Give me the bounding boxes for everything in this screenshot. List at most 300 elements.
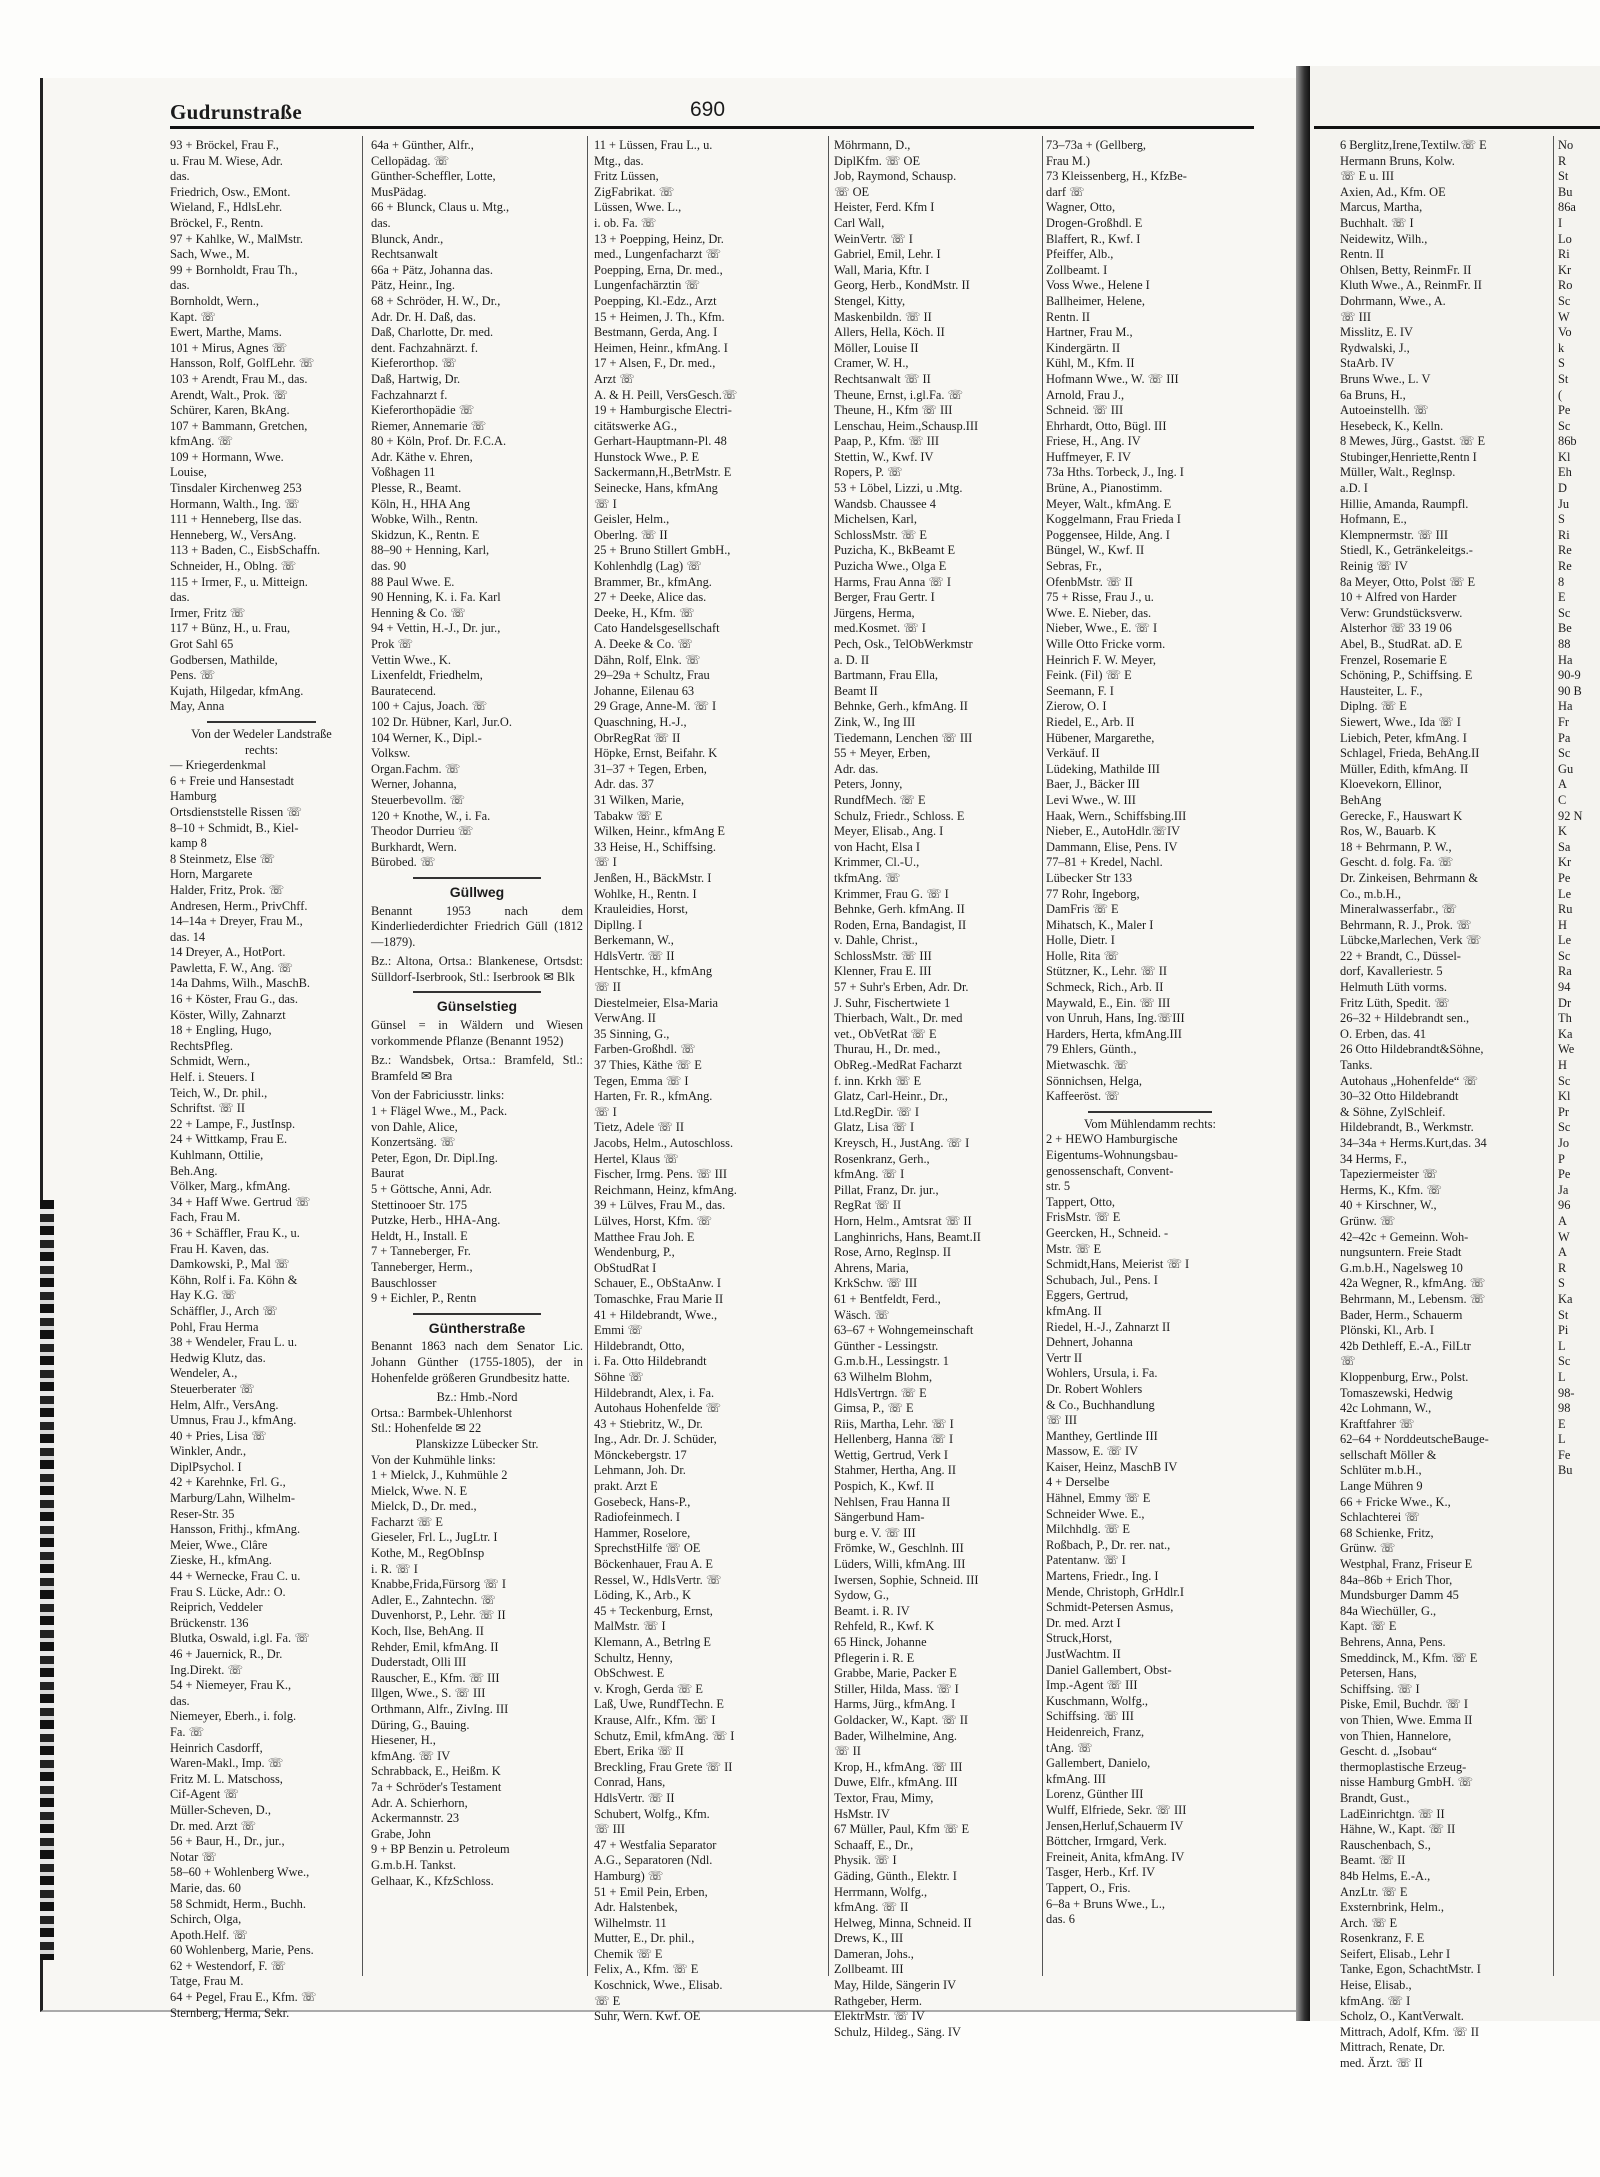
- directory-entry: Gerecke, F., Hauswart K: [1340, 808, 1463, 823]
- directory-entry: Ju: [1558, 496, 1570, 511]
- directory-entry: von Dahle, Alice,: [371, 1119, 458, 1134]
- directory-entry: Poepping, Erna, Dr. med.,: [594, 262, 723, 277]
- directory-entry: Dr: [1558, 995, 1572, 1010]
- directory-entry: Vo: [1558, 325, 1572, 340]
- directory-entry: 24 + Wittkamp, Frau E.: [170, 1132, 288, 1147]
- header-rule: [170, 126, 1254, 129]
- directory-entry: Pa: [1558, 730, 1571, 745]
- directory-entry: Dr. med. Arzt ☏: [170, 1818, 257, 1833]
- directory-entry: Söhne ☏: [594, 1369, 644, 1384]
- directory-entry: Marie, das. 60: [170, 1880, 241, 1895]
- directory-entry: 58–60 + Wohlenberg Wwe.,: [170, 1865, 310, 1880]
- directory-entry: SprechstHilfe ☏ OE: [594, 1541, 701, 1556]
- directory-entry: Lüssen, Wwe. L.,: [594, 200, 682, 215]
- directory-entry: Koch, Ilse, BehAng. II: [371, 1624, 484, 1639]
- directory-entry: Quaschning, H.-J.,: [594, 714, 687, 729]
- directory-entry: f. inn. Krkh ☏ E: [834, 1073, 922, 1088]
- directory-entry: 88: [1558, 637, 1571, 651]
- directory-entry: Sc: [1558, 1073, 1571, 1088]
- directory-entry: i. R. ☏ I: [371, 1561, 418, 1576]
- directory-entry: Teich, W., Dr. phil.,: [170, 1085, 268, 1100]
- directory-entry: Wandsb. Chaussee 4: [834, 496, 936, 511]
- directory-entry: 62 + Westendorf, F. ☏: [170, 1958, 286, 1973]
- directory-entry: 42 + Karehnke, Frl. G.,: [170, 1475, 286, 1490]
- directory-entry: Arendt, Walt., Prok. ☏: [170, 387, 288, 402]
- directory-entry: Ahrens, Maria,: [834, 1260, 909, 1275]
- directory-entry: Sackermann,H.,BetrMstr. E: [594, 465, 732, 480]
- directory-entry: Martens, Friedr., Ing. I: [1046, 1569, 1159, 1584]
- directory-entry: Waren-Makl., Imp. ☏: [170, 1756, 284, 1771]
- directory-entry: Mietwaschk. ☏: [1046, 1058, 1129, 1073]
- directory-entry: Winkler, Andr.,: [170, 1444, 247, 1459]
- directory-entry: von Thien, Hannelore,: [1340, 1728, 1452, 1743]
- directory-entry: Ing.Direkt. ☏: [170, 1662, 243, 1677]
- directory-entry: Tappert, O., Fris.: [1046, 1880, 1131, 1895]
- directory-entry: Th: [1558, 1011, 1572, 1026]
- directory-entry: 37 Thies, Käthe ☏ E: [594, 1058, 702, 1073]
- book-gutter: [1296, 66, 1310, 2021]
- directory-entry: Blunck, Andr.,: [371, 231, 444, 246]
- directory-entry: LadEinrichtgn. ☏ II: [1340, 1806, 1445, 1821]
- directory-entry: Bürobed. ☏: [371, 855, 436, 870]
- directory-entry: DiplKfm. ☏ OE: [834, 153, 921, 168]
- directory-entry: St: [1558, 169, 1569, 184]
- directory-entry: Adr. Käthe v. Ehren,: [371, 449, 473, 464]
- directory-entry: thermoplastische Erzeug-: [1340, 1759, 1467, 1774]
- directory-entry: Thierbach, Walt., Dr. med: [834, 1011, 963, 1026]
- directory-entry: Schneider Wwe. E.,: [1046, 1506, 1145, 1521]
- directory-entry: 40 + Pries, Lisa ☏: [170, 1428, 267, 1443]
- directory-entry: Sc: [1558, 293, 1571, 308]
- directory-entry: 18 + Engling, Hugo,: [170, 1023, 272, 1038]
- directory-entry: Wieland, F., HdlsLehr.: [170, 200, 283, 215]
- directory-entry: 26 Otto Hildebrandt&Söhne,: [1340, 1042, 1484, 1057]
- column-divider: [1042, 136, 1043, 1976]
- directory-entry: Bestmann, Gerda, Ang. I: [594, 325, 718, 340]
- directory-entry: MalMstr. ☏ I: [594, 1619, 666, 1634]
- directory-entry: Kieferorthop. ☏: [371, 356, 457, 371]
- directory-entry: Frau H. Kaven, das.: [170, 1241, 270, 1256]
- directory-entry: Tasger, Herb., Krf. IV: [1046, 1865, 1156, 1880]
- directory-entry: Kuschmann, Wolfg.,: [1046, 1693, 1149, 1708]
- directory-entry: 77 Rohr, Ingeborg,: [1046, 886, 1140, 901]
- directory-entry: Milchhdlg. ☏ E: [1046, 1522, 1130, 1537]
- section-divider: [413, 877, 540, 879]
- directory-entry: 5 + Göttsche, Anni, Adr.: [371, 1182, 492, 1196]
- directory-entry: Konzertsäng. ☏: [371, 1135, 456, 1150]
- directory-entry: S: [1558, 512, 1565, 527]
- directory-entry: Puzicha Wwe., Olga E: [834, 559, 947, 574]
- directory-entry: Scholz, O., KantVerwalt.: [1340, 2009, 1464, 2024]
- directory-entry: 29–29a + Schultz, Frau: [594, 668, 710, 683]
- page-header: [170, 100, 1250, 126]
- directory-entry: 17 + Alsen, F., Dr. med.,: [594, 356, 716, 371]
- directory-entry: A: [1558, 1213, 1567, 1228]
- section-divider: [207, 721, 317, 723]
- directory-entry: Fr: [1558, 714, 1570, 729]
- directory-entry: HdlsVertr. ☏ II: [594, 1790, 675, 1805]
- directory-entry: Iwersen, Sophie, Schneid. III: [834, 1572, 979, 1587]
- directory-entry: Autohaus „Hohenfelde“ ☏: [1340, 1073, 1478, 1088]
- directory-entry: Kl: [1558, 449, 1571, 464]
- directory-entry: Gabriel, Emil, Lehr. I: [834, 247, 941, 262]
- directory-entry: Kr: [1558, 855, 1572, 870]
- directory-entry: kfmAng. ☏ II: [834, 1900, 909, 1915]
- directory-entry: Hunstock Wwe., P. E: [594, 449, 700, 464]
- directory-entry: 8: [1558, 574, 1565, 589]
- directory-entry: Kaffeeröst. ☏: [1046, 1089, 1120, 1104]
- directory-entry: Manthey, Gertlinde III: [1046, 1428, 1158, 1443]
- directory-entry: Frenzel, Rosemarie E: [1340, 652, 1448, 667]
- directory-entry: Halder, Fritz, Prok. ☏: [170, 882, 285, 897]
- directory-entry: 84a Wiechüller, G.,: [1340, 1603, 1437, 1618]
- directory-entry: Mtg., das.: [594, 153, 644, 168]
- directory-entry: Breckling, Frau Grete ☏ II: [594, 1759, 733, 1774]
- directory-entry: 51 + Emil Pein, Erben,: [594, 1884, 708, 1899]
- directory-entry: Lange Mühren 9: [1340, 1479, 1423, 1494]
- directory-entry: Koschnick, Wwe., Elisab.: [594, 1978, 723, 1993]
- directory-entry: 22 + Lampe, F., JustInsp.: [170, 1116, 296, 1131]
- directory-entry: 33 Heise, H., Schiffsing.: [594, 839, 716, 854]
- directory-entry: str. 5: [1046, 1179, 1071, 1194]
- directory-entry: ☏ E u. III: [1340, 169, 1395, 184]
- directory-entry: 109 + Hormann, Wwe.: [170, 449, 284, 464]
- directory-entry: Langhinrichs, Hans, Beamt.II: [834, 1229, 981, 1244]
- directory-entry: Be: [1558, 621, 1572, 636]
- directory-entry: 66 + Fricke Wwe., K.,: [1340, 1494, 1451, 1509]
- directory-entry: Reichmann, Heinz, kfmAng.: [594, 1182, 737, 1197]
- directory-entry: Bröckel, F., Rentn.: [170, 215, 264, 230]
- directory-entry: Mende, Christoph, GrHdlr.I: [1046, 1584, 1185, 1599]
- directory-entry: Wendenburg, P.,: [594, 1245, 675, 1260]
- directory-entry: Jacobs, Helm., Autoschloss.: [594, 1136, 734, 1150]
- directory-entry: L: [1558, 1369, 1566, 1384]
- directory-entry: Schubach, Jul., Pens. I: [1046, 1272, 1158, 1287]
- directory-entry: Andresen, Herm., PrivChff.: [170, 898, 308, 913]
- directory-entry: Behrens, Anna, Pens.: [1340, 1635, 1446, 1649]
- directory-entry: SchlossMstr. ☏ III: [834, 948, 932, 963]
- directory-entry: Schmeck, Rich., Arb. II: [1046, 980, 1164, 995]
- directory-entry: 73 Kleissenberg, H., KfzBe-: [1046, 169, 1187, 184]
- directory-entry: S: [1558, 356, 1565, 371]
- directory-entry: 19 + Hamburgische Electri-: [594, 403, 732, 418]
- directory-entry: Kühl, M., Kfm. II: [1046, 356, 1135, 371]
- directory-entry: i. Fa. Otto Hildebrandt: [594, 1354, 707, 1369]
- directory-entry: Schlüter m.b.H.,: [1340, 1463, 1422, 1478]
- directory-entry: Theune, Ernst, i.gl.Fa. ☏: [834, 387, 964, 402]
- directory-entry: Gallembert, Danielo,: [1046, 1756, 1151, 1771]
- directory-entry: 42–42c + Gemeinn. Woh-: [1340, 1229, 1469, 1244]
- directory-entry: Völker, Marg., kfmAng.: [170, 1179, 291, 1194]
- directory-entry: E: [1558, 590, 1566, 605]
- directory-entry: 31 Wilken, Marie,: [594, 792, 685, 807]
- directory-entry: Co., m.b.H.,: [1340, 886, 1401, 901]
- directory-entry: 98: [1558, 1401, 1571, 1416]
- directory-entry: 88–90 + Henning, Karl,: [371, 543, 490, 558]
- directory-entry: nisse Hamburg GmbH. ☏: [1340, 1775, 1473, 1790]
- directory-entry: Von der Fabriciusstr. links:: [371, 1088, 505, 1103]
- directory-entry: Lenschau, Heim.,Schausp.III: [834, 418, 979, 433]
- directory-entry: Sa: [1558, 839, 1571, 854]
- directory-entry: 66 + Blunck, Claus u. Mtg.,: [371, 200, 510, 215]
- directory-entry: 4 + Derselbe: [1046, 1475, 1110, 1490]
- directory-entry: Riis, Martha, Lehr. ☏ I: [834, 1416, 954, 1431]
- directory-entry: C: [1558, 792, 1567, 807]
- directory-entry: i. ob. Fa. ☏: [594, 215, 657, 230]
- directory-entry: Hellenberg, Hanna ☏ I: [834, 1432, 954, 1447]
- directory-entry: prakt. Arzt E: [594, 1479, 658, 1494]
- directory-entry: Krauleidies, Horst,: [594, 902, 688, 917]
- directory-entry: Ha: [1558, 699, 1573, 714]
- directory-entry: med.Kosmet. ☏ I: [834, 621, 926, 636]
- directory-entry: Louise,: [170, 465, 207, 480]
- directory-entry: 84b Helms, E.-A.,: [1340, 1868, 1431, 1883]
- directory-entry: 35 Sinning, G.,: [594, 1026, 670, 1041]
- directory-entry: Kapt. ☏: [170, 309, 216, 324]
- directory-entry: St: [1558, 371, 1569, 386]
- directory-entry: Marburg/Lahn, Wilhelm-: [170, 1491, 295, 1506]
- column-2: [371, 138, 583, 1988]
- directory-entry: W: [1558, 1229, 1570, 1244]
- directory-entry: Tomaszewski, Hedwig: [1340, 1385, 1453, 1400]
- directory-entry: 15 + Heimen, J. Th., Kfm.: [594, 309, 725, 324]
- directory-entry: Paap, P., Kfm. ☏ III: [834, 434, 939, 449]
- directory-entry: Rentn. II: [1046, 309, 1091, 324]
- directory-entry: Prok ☏: [371, 637, 413, 651]
- directory-entry: 42c Lohmann, W.,: [1340, 1401, 1432, 1416]
- directory-entry: RechtsPfleg.: [170, 1038, 233, 1053]
- directory-entry: Sc: [1558, 605, 1571, 620]
- directory-entry: Illgen, Wwe., S. ☏ III: [371, 1686, 486, 1701]
- directory-entry: Felix, A., Kfm. ☏ E: [594, 1962, 699, 1977]
- directory-entry: StaArb. IV: [1340, 356, 1395, 371]
- directory-entry: Westphal, Franz, Friseur E: [1340, 1557, 1473, 1572]
- directory-entry: Gimsa, P., ☏ E: [834, 1401, 914, 1416]
- directory-entry: Sönnichsen, Helga,: [1046, 1073, 1143, 1088]
- directory-entry: 84a–86b + Erich Thor,: [1340, 1572, 1453, 1587]
- directory-entry: Diestelmeier, Elsa-Maria: [594, 995, 719, 1010]
- directory-entry: 117 + Bünz, H., u. Frau,: [170, 621, 291, 636]
- directory-entry: Tatge, Frau M.: [170, 1974, 244, 1989]
- directory-entry: Behnke, Gerh., kfmAng. II: [834, 699, 968, 714]
- directory-entry: 1 + Mielck, J., Kuhmühle 2: [371, 1468, 508, 1483]
- directory-entry: kfmAng. ☏ I: [834, 1167, 905, 1182]
- directory-entry: 18 + Behrmann, P. W.,: [1340, 839, 1452, 854]
- directory-entry: (: [1558, 387, 1563, 402]
- directory-entry: ☏ III: [1340, 309, 1371, 324]
- directory-entry: Mihatsch, K., Maler I: [1046, 917, 1154, 932]
- directory-entry: 34–34a + Herms.Kurt,das. 34: [1340, 1136, 1487, 1150]
- directory-entry: Georg, Herb., KondMstr. II: [834, 278, 970, 293]
- directory-entry: 16 + Köster, Frau G., das.: [170, 992, 298, 1007]
- directory-entry: Duvenhorst, P., Lehr. ☏ II: [371, 1608, 506, 1623]
- directory-entry: 86a: [1558, 200, 1576, 215]
- directory-entry: Schmidt,Hans, Meierist ☏ I: [1046, 1257, 1190, 1272]
- directory-entry: Arch. ☏ E: [1340, 1915, 1398, 1930]
- directory-entry: AnzLtr. ☏ E: [1340, 1884, 1408, 1899]
- directory-entry: Müller, Walt., Reglnsp.: [1340, 465, 1456, 480]
- directory-entry: Tabakw ☏ E: [594, 808, 663, 823]
- directory-entry: Lübecker Str 133: [1046, 870, 1133, 885]
- directory-entry: Hormann, Walth., Ing. ☏: [170, 496, 300, 511]
- directory-entry: tkfmAng. ☏: [834, 870, 901, 885]
- directory-entry: 68 + Schröder, H. W., Dr.,: [371, 293, 501, 308]
- directory-entry: Radiofeinmech. I: [594, 1510, 681, 1525]
- directory-entry: Höpke, Ernst, Beifahr. K: [594, 746, 718, 761]
- directory-entry: Heinrich F. W. Meyer,: [1046, 652, 1157, 667]
- directory-entry: Schriftst. ☏ II: [170, 1101, 246, 1116]
- directory-entry: G.m.b.H., Lessingstr. 1: [834, 1354, 949, 1369]
- directory-entry: Puzicha, K., BkBeamt E: [834, 543, 956, 558]
- directory-entry: — Kriegerdenkmal: [170, 758, 266, 773]
- directory-entry: Schulz, Friedr., Schloss. E: [834, 808, 965, 823]
- directory-entry: 22 + Brandt, C., Düssel-: [1340, 948, 1461, 963]
- directory-entry: von Thien, Wwe. Emma II: [1340, 1712, 1473, 1727]
- column-divider: [828, 136, 829, 1976]
- directory-entry: Ortsdienststelle Rissen ☏: [170, 804, 302, 819]
- directory-entry: 26–32 + Hildebrandt sen.,: [1340, 1011, 1470, 1026]
- directory-entry: Mönckebergstr. 17: [594, 1447, 687, 1462]
- directory-entry: Rentn. II: [1340, 247, 1385, 262]
- directory-entry: Gieseler, Frl. L., JugLtr. I: [371, 1530, 498, 1545]
- section-divider: [1088, 1111, 1213, 1113]
- directory-entry: Dr. Robert Wohlers: [1046, 1381, 1143, 1396]
- directory-entry: Tappert, Otto,: [1046, 1194, 1115, 1209]
- directory-entry: Orthmann, Alfr., ZivIng. III: [371, 1702, 509, 1716]
- directory-entry: Kluth Wwe., A., ReinmFr. II: [1340, 278, 1482, 293]
- directory-entry: sellschaft Möller &: [1340, 1447, 1437, 1462]
- directory-entry: Neidewitz, Wilh.,: [1340, 231, 1428, 246]
- directory-entry: v. Dahle, Christ.,: [834, 933, 918, 948]
- directory-entry: Günther - Lessingstr.: [834, 1338, 939, 1353]
- directory-entry: DamFris ☏ E: [1046, 902, 1119, 917]
- directory-entry: Poggensee, Hilde, Ang. I: [1046, 527, 1170, 542]
- directory-entry: Riemer, Annemarie ☏: [371, 418, 487, 433]
- column-divider: [362, 136, 363, 1976]
- column-3: [594, 138, 824, 2024]
- directory-entry: Piske, Emil, Buchdr. ☏ I: [1340, 1697, 1469, 1712]
- directory-entry: 96: [1558, 1198, 1571, 1213]
- directory-entry: Drogen-Großhdl. E: [1046, 215, 1143, 230]
- directory-entry: Hübener, Margarethe,: [1046, 730, 1155, 745]
- directory-entry: das.: [170, 1693, 190, 1708]
- directory-entry: Fa. ☏: [170, 1724, 205, 1739]
- directory-entry: 104 Werner, K., Dipl.-: [371, 730, 482, 745]
- directory-entry: Herms, K., Kfm. ☏: [1340, 1182, 1442, 1197]
- directory-entry: Kieferorthopädie ☏: [371, 403, 475, 418]
- directory-entry: Hay K.G. ☏: [170, 1288, 237, 1303]
- directory-entry: das.: [170, 169, 190, 184]
- directory-entry: ObReg.-MedRat Facharzt: [834, 1058, 962, 1073]
- directory-entry: Wobke, Wilh., Rentn.: [371, 512, 479, 527]
- directory-entry: Roden, Erna, Bandagist, II: [834, 917, 967, 932]
- directory-entry: Petersen, Hans,: [1340, 1666, 1417, 1681]
- directory-entry: 75 + Risse, Frau J., u.: [1046, 590, 1154, 605]
- directory-entry: Pi: [1558, 1323, 1569, 1338]
- directory-entry: S: [1558, 1276, 1565, 1291]
- directory-entry: Liebich, Peter, kfmAng. I: [1340, 730, 1467, 745]
- column-4: [834, 138, 1039, 2039]
- directory-entry: Theodor Durrieu ☏: [371, 824, 474, 839]
- directory-entry: Stettin, W., Kwf. IV: [834, 449, 934, 464]
- directory-entry: kfmAng. II: [1046, 1303, 1102, 1318]
- directory-entry: Schürer, Karen, BkAng.: [170, 403, 290, 418]
- directory-entry: ☏ I: [594, 496, 617, 511]
- directory-entry: Gu: [1558, 761, 1574, 776]
- directory-entry: Hesebeck, K., Kelln.: [1340, 418, 1444, 433]
- directory-entry: Emmi ☏: [594, 1323, 643, 1338]
- directory-entry: Plesse, R., Beamt.: [371, 481, 462, 496]
- directory-entry: Heidenreich, Franz,: [1046, 1724, 1145, 1739]
- directory-entry: 8 Mewes, Jürg., Gastst. ☏ E: [1340, 434, 1486, 449]
- directory-entry: Dehnert, Johanna: [1046, 1335, 1133, 1350]
- directory-entry: 64 + Pegel, Frau E., Kfm. ☏: [170, 1990, 317, 2005]
- directory-entry: Smeddinck, M., Kfm. ☏ E: [1340, 1650, 1478, 1665]
- directory-entry: Meier, Wwe., Clâre: [170, 1537, 268, 1552]
- directory-entry: Stiller, Hilda, Mass. ☏ I: [834, 1681, 959, 1696]
- directory-entry: Voßhagen 11: [371, 465, 436, 480]
- directory-entry: Krimmer, Frau G. ☏ I: [834, 886, 949, 901]
- directory-entry: Irmer, Fritz ☏: [170, 605, 246, 620]
- directory-entry: 36 + Schäffler, Frau K., u.: [170, 1225, 300, 1240]
- directory-entry: Michelsen, Karl,: [834, 512, 917, 527]
- directory-entry: Ka: [1558, 1026, 1573, 1041]
- directory-entry: 25 + Bruno Stillert GmbH.,: [594, 543, 731, 558]
- directory-entry: Zink, W., Ing III: [834, 714, 916, 729]
- directory-entry: 53 + Löbel, Lizzi, u .Mtg.: [834, 481, 963, 496]
- directory-entry: Schiffsing. ☏ I: [1340, 1681, 1420, 1696]
- street-description: Bz.: Wandsbek, Ortsa.: Bramfeld, Stl.: Bramfeld ✉ Bra: [371, 1053, 583, 1083]
- directory-entry: SchlossMstr. ☏ E: [834, 527, 927, 542]
- directory-entry: Fachzahnarzt f.: [371, 387, 448, 402]
- directory-entry: Tanks.: [1340, 1058, 1373, 1073]
- directory-entry: Köhn, Rolf i. Fa. Köhn &: [170, 1272, 298, 1287]
- directory-entry: FrisMstr. ☏ E: [1046, 1210, 1121, 1225]
- directory-entry: Pätz, Heinr., Ing.: [371, 278, 455, 293]
- directory-entry: Kl: [1558, 1089, 1571, 1104]
- directory-entry: Cato Handelsgesellschaft: [594, 621, 720, 636]
- facing-column-2-cut: [1558, 138, 1600, 1988]
- directory-entry: Maskenbildn. ☏ II: [834, 309, 932, 324]
- directory-entry: Schultz, Henny,: [594, 1650, 673, 1665]
- directory-entry: Müller, Edith, kfmAng. II: [1340, 761, 1469, 776]
- directory-entry: Tapeziermeister ☏: [1340, 1167, 1438, 1182]
- directory-entry: Rehder, Emil, kfmAng. II: [371, 1639, 499, 1654]
- directory-entry: ☏ II: [594, 980, 621, 995]
- directory-entry: Ru: [1558, 902, 1573, 917]
- directory-entry: Ri: [1558, 527, 1570, 542]
- directory-entry: A: [1558, 1245, 1567, 1260]
- directory-entry: Wohlke, H., Rentn. I: [594, 886, 697, 901]
- directory-entry: tAng. ☏: [1046, 1740, 1093, 1755]
- directory-entry: Tomaschke, Frau Marie II: [594, 1291, 724, 1306]
- directory-entry: Arnold, Frau J.,: [1046, 387, 1125, 402]
- directory-entry: Textor, Frau, Mimy,: [834, 1790, 934, 1805]
- directory-entry: 27 + Deeke, Alice das.: [594, 590, 707, 605]
- directory-entry: ObStudRat I: [594, 1260, 657, 1275]
- directory-entry: Wohlers, Ursula, i. Fa.: [1046, 1366, 1158, 1381]
- directory-entry: Wilhelmstr. 11: [594, 1915, 667, 1930]
- directory-entry: 55 + Meyer, Erben,: [834, 746, 931, 761]
- directory-entry: Stettinooer Str. 175: [371, 1197, 468, 1212]
- directory-entry: Maywald, E., Ein. ☏ III: [1046, 995, 1171, 1010]
- directory-entry: 11 + Lüssen, Frau L., u.: [594, 138, 713, 152]
- directory-entry: Rosenkranz, Gerh.,: [834, 1151, 930, 1166]
- directory-entry: Johanne, Eilenau 63: [594, 683, 695, 698]
- directory-entry: Steuerbevollm. ☏: [371, 792, 465, 807]
- directory-entry: ObrRegRat ☏ II: [594, 730, 681, 745]
- directory-entry: Daß, Charlotte, Dr. med.: [371, 325, 494, 340]
